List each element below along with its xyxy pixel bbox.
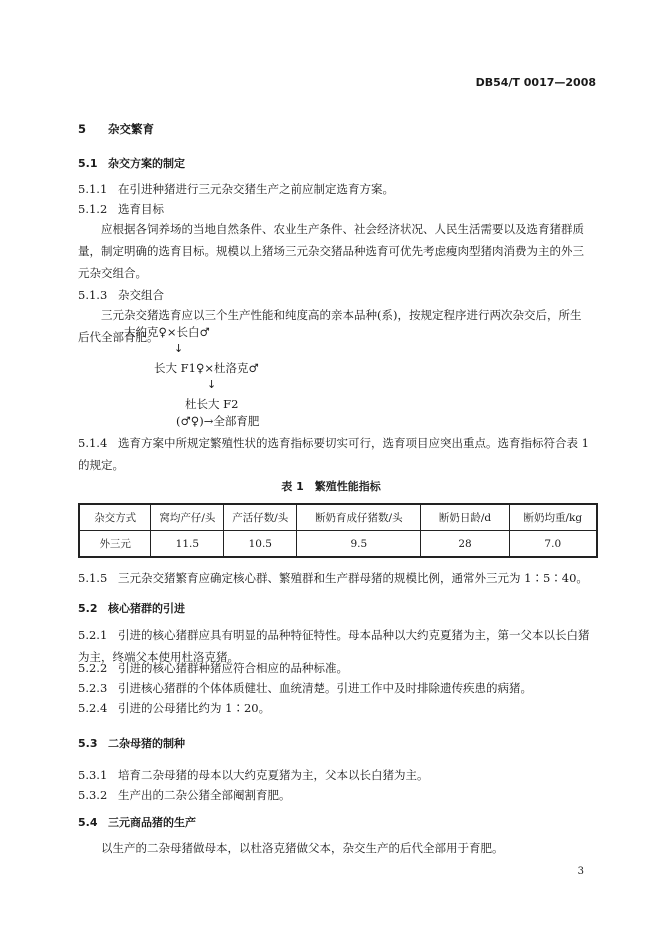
cross-f1-line: 长大 F1♀×杜洛克♂ — [154, 361, 259, 375]
clause-5-1-2-paragraph: 应根据各饲养场的当地自然条件、农业生产条件、社会经济状况、人民生活需要以及选育猪群质量，制定明确的选育目标。规模以上猪场三元杂交猪品种选育可优先考虑瘦肉型猪肉消费为主的外三元杂交组合。 — [78, 222, 584, 280]
clause-text: 在引进种猪进行三元杂交猪生产之前应制定选育方案。 — [118, 182, 394, 196]
section-title: 杂交繁育 — [108, 122, 154, 136]
clause-number: 5.2.3 — [78, 681, 108, 695]
table-cell: 外三元 — [79, 531, 151, 558]
clause-text: 三元杂交猪繁育应确定核心群、繁殖群和生产群母猪的规模比例，通常外三元为 1∶5∶40。 — [118, 571, 588, 585]
section-number: 5.3 — [78, 737, 98, 750]
clause-text: 选育方案中所规定繁殖性状的选育指标要切实可行，选育项目应突出重点。选育指标符合表 1 的规定。 — [78, 436, 589, 472]
section-5-4-heading — [78, 814, 196, 830]
clause-title: 杂交组合 — [118, 288, 164, 302]
clause-number: 5.1.4 — [78, 436, 108, 450]
section-title: 杂交方案的制定 — [108, 157, 185, 170]
column-header: 断奶育成仔猪数/头 — [297, 504, 421, 531]
clause-5-2-2 — [78, 657, 348, 679]
column-header: 产活仔数/头 — [224, 504, 297, 531]
cross-result-line: (♂♀)→全部育肥 — [176, 414, 260, 428]
clause-number: 5.1.5 — [78, 571, 108, 585]
clause-text: 引进核心猪群的个体体质健壮、血统清楚。引进工作中及时排除遗传疾患的病猪。 — [118, 681, 532, 695]
clause-number: 5.2.4 — [78, 701, 108, 715]
section-5-4-paragraph: 以生产的二杂母猪做母本，以杜洛克猪做父本，杂交生产的后代全部用于育肥。 — [101, 841, 504, 855]
clause-5-3-2 — [78, 784, 291, 806]
clause-number: 5.1.1 — [78, 182, 108, 196]
section-5-3-heading — [78, 735, 185, 751]
clause-text: 引进的公母猪比约为 1∶20。 — [118, 701, 271, 715]
clause-number: 5.3.2 — [78, 788, 108, 802]
column-header: 窝均产仔/头 — [151, 504, 224, 531]
clause-5-1-3-paragraph: 三元杂交猪选育应以三个生产性能和纯度高的亲本品种(系)，按规定程序进行两次杂交后，所生后代全部育肥。 — [78, 308, 582, 344]
column-header: 杂交方式 — [79, 504, 151, 531]
clause-number: 5.3.1 — [78, 768, 108, 782]
section-number: 5.4 — [78, 816, 98, 829]
section-5-heading — [78, 121, 154, 137]
table-1-breeding-indicators — [78, 503, 598, 558]
document-number: DB54/T 0017—2008 — [475, 76, 596, 89]
clause-text: 生产出的二杂公猪全部阉割育肥。 — [118, 788, 291, 802]
section-number: 5.1 — [78, 157, 98, 170]
clause-number: 5.2.1 — [78, 628, 108, 642]
arrow-down-icon: ↓ — [174, 342, 184, 355]
clause-5-1-3-heading — [78, 284, 164, 306]
section-5-2-heading — [78, 600, 185, 616]
table-cell: 9.5 — [297, 531, 421, 558]
clause-text: 引进的核心猪群应具有明显的品种特征特性。母本品种以大约克夏猪为主，第一父本以长白猪为主，终端父本使用杜洛克猪。 — [78, 628, 590, 664]
clause-5-3-1 — [78, 764, 429, 786]
table-cell: 7.0 — [509, 531, 597, 558]
section-title: 三元商品猪的生产 — [108, 816, 196, 829]
table-cell: 28 — [421, 531, 509, 558]
page-number: 3 — [577, 866, 584, 877]
clause-5-1-5 — [78, 567, 588, 589]
clause-5-2-3 — [78, 677, 532, 699]
clause-5-1-2-heading — [78, 198, 164, 220]
clause-title: 选育目标 — [118, 202, 164, 216]
clause-number: 5.1.3 — [78, 288, 108, 302]
clause-text: 培育二杂母猪的母本以大约克夏猪为主，父本以长白猪为主。 — [118, 768, 429, 782]
section-5-1-heading — [78, 155, 185, 171]
arrow-down-icon: ↓ — [207, 378, 217, 391]
column-header: 断奶均重/kg — [509, 504, 597, 531]
cross-parents-line: 大约克♀×长白♂ — [124, 325, 210, 339]
column-header: 断奶日龄/d — [421, 504, 509, 531]
clause-text: 引进的核心猪群种猪应符合相应的品种标准。 — [118, 661, 348, 675]
clause-5-1-1 — [78, 178, 394, 200]
section-title: 核心猪群的引进 — [108, 602, 185, 615]
section-number: 5.2 — [78, 602, 98, 615]
table-cell: 11.5 — [151, 531, 224, 558]
clause-number: 5.1.2 — [78, 202, 108, 216]
cross-f2-line: 杜长大 F2 — [185, 397, 239, 411]
clause-5-1-4 — [78, 432, 598, 476]
section-title: 二杂母猪的制种 — [108, 737, 185, 750]
clause-5-2-4 — [78, 697, 270, 719]
table-header-row — [79, 504, 597, 531]
table-row — [79, 531, 597, 558]
clause-number: 5.2.2 — [78, 661, 108, 675]
table-cell: 10.5 — [224, 531, 297, 558]
section-number: 5 — [78, 122, 87, 136]
table-1-caption: 表 1 繁殖性能指标 — [281, 480, 381, 493]
